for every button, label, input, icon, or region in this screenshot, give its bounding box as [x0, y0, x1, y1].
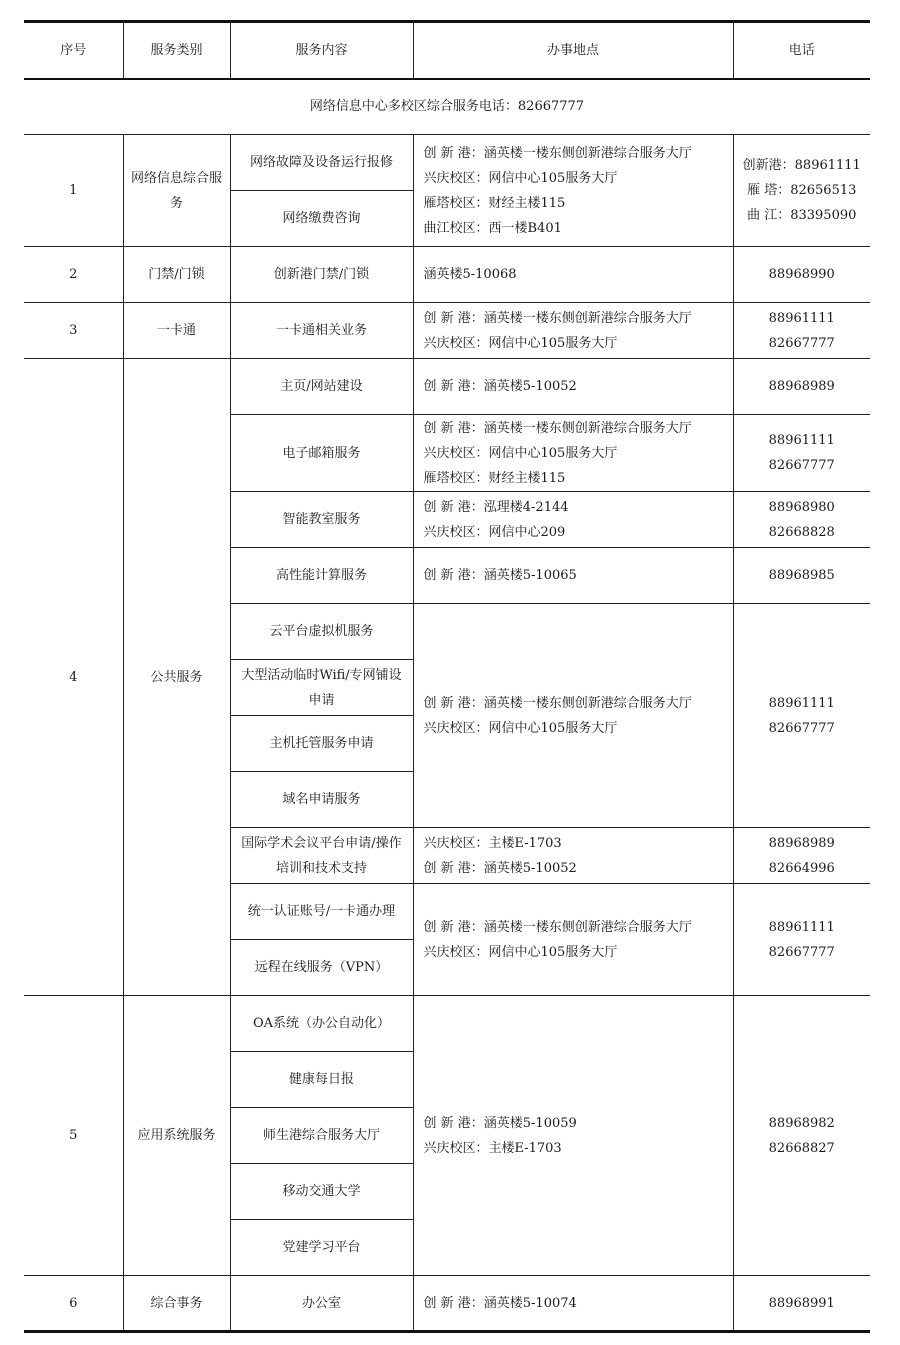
service-location — [413, 604, 733, 828]
service-content: 创新港门禁/门锁 — [230, 247, 413, 303]
row-number: 4 — [24, 359, 123, 996]
phone-line: 82668827 — [768, 1140, 835, 1156]
location-line: 创 新 港：泓理楼4-2144 — [423, 499, 569, 515]
service-content: 网络缴费咨询 — [230, 191, 413, 247]
service-content: 域名申请服务 — [230, 772, 413, 828]
service-category: 一卡通 — [123, 303, 230, 359]
service-location — [413, 548, 733, 604]
table-row — [24, 135, 870, 191]
service-category: 门禁/门锁 — [123, 247, 230, 303]
service-category: 综合事务 — [123, 1276, 230, 1332]
location-line: 涵英楼5-10068 — [423, 267, 517, 282]
phone-line: 82667777 — [768, 720, 835, 736]
service-location — [413, 828, 733, 884]
service-category: 应用系统服务 — [123, 996, 230, 1276]
service-phone — [733, 492, 870, 548]
row-number: 6 — [24, 1276, 123, 1332]
service-content: 大型活动临时Wifi/专网铺设申请 — [230, 660, 413, 716]
service-category: 公共服务 — [123, 359, 230, 996]
phone-line: 88961111 — [768, 919, 835, 935]
table-row — [24, 996, 870, 1052]
table-row — [24, 303, 870, 359]
service-phone — [733, 247, 870, 303]
service-location — [413, 247, 733, 303]
service-location — [413, 884, 733, 996]
phone-line: 88961111 — [768, 695, 835, 711]
header-location: 办事地点 — [413, 22, 733, 79]
service-phone — [733, 604, 870, 828]
location-line: 雁塔校区：财经主楼115 — [423, 195, 566, 211]
location-line: 创 新 港：涵英楼一楼东侧创新港综合服务大厅 — [423, 310, 692, 326]
phone-line: 82667777 — [768, 458, 835, 473]
notice-row — [24, 79, 870, 135]
phone-line: 88961111 — [768, 310, 835, 326]
service-content: 云平台虚拟机服务 — [230, 604, 413, 660]
service-content: 智能教室服务 — [230, 492, 413, 548]
phone-line: 88968991 — [768, 1295, 835, 1311]
row-number: 3 — [24, 303, 123, 359]
location-line: 兴庆校区：主楼E-1703 — [423, 1140, 562, 1156]
location-line: 兴庆校区：网信中心105服务大厅 — [423, 445, 618, 461]
phone-line: 88968982 — [768, 1115, 835, 1131]
row-number: 5 — [24, 996, 123, 1276]
service-location — [413, 135, 733, 247]
service-phone — [733, 359, 870, 415]
phone-line: 82667777 — [768, 335, 835, 351]
phone-line: 88968985 — [768, 568, 835, 583]
location-line: 兴庆校区：网信中心105服务大厅 — [423, 335, 618, 351]
service-phone — [733, 303, 870, 359]
location-line: 兴庆校区：主楼E-1703 — [423, 835, 562, 851]
service-phone — [733, 548, 870, 604]
service-phone — [733, 135, 870, 247]
location-line: 兴庆校区：网信中心209 — [423, 524, 566, 540]
location-line: 曲江校区：西一楼B401 — [423, 220, 562, 236]
service-content: 办公室 — [230, 1276, 413, 1332]
service-category: 网络信息综合服务 — [123, 135, 230, 247]
phone-line: 88968980 — [768, 499, 835, 515]
service-phone — [733, 996, 870, 1276]
location-line: 创 新 港：涵英楼5-10052 — [423, 860, 577, 876]
service-location — [413, 996, 733, 1276]
phone-line: 88961111 — [768, 433, 835, 448]
service-location — [413, 1276, 733, 1332]
location-line: 创 新 港：涵英楼5-10065 — [423, 568, 577, 583]
header-category: 服务类别 — [123, 22, 230, 79]
service-content: 主机托管服务申请 — [230, 716, 413, 772]
header-phone: 电话 — [733, 22, 870, 79]
phone-line: 88968989 — [768, 379, 835, 394]
table-row — [24, 1276, 870, 1332]
service-content: 国际学术会议平台申请/操作培训和技术支持 — [230, 828, 413, 884]
service-content: 移动交通大学 — [230, 1164, 413, 1220]
service-content: 师生港综合服务大厅 — [230, 1108, 413, 1164]
phone-line: 82667777 — [768, 944, 835, 960]
phone-line: 创新港：88961111 — [742, 158, 861, 173]
location-line: 创 新 港：涵英楼5-10074 — [423, 1295, 577, 1311]
service-directory-table — [24, 20, 870, 1333]
service-location — [413, 359, 733, 415]
location-line: 创 新 港：涵英楼5-10059 — [423, 1115, 577, 1131]
service-content: 网络故障及设备运行报修 — [230, 135, 413, 191]
location-line: 创 新 港：涵英楼一楼东侧创新港综合服务大厅 — [423, 420, 692, 436]
phone-line: 82664996 — [768, 860, 835, 876]
service-phone — [733, 1276, 870, 1332]
service-content: 电子邮箱服务 — [230, 415, 413, 492]
header-no: 序号 — [24, 22, 123, 79]
location-line: 兴庆校区：网信中心105服务大厅 — [423, 944, 618, 960]
multi-campus-phone-notice: 网络信息中心多校区综合服务电话：82667777 — [24, 79, 870, 135]
phone-line: 曲 江：83395090 — [747, 208, 857, 223]
service-content: OA系统（办公自动化） — [230, 996, 413, 1052]
phone-line: 88968989 — [768, 835, 835, 851]
phone-line: 82668828 — [768, 524, 835, 540]
phone-line: 雁 塔：82656513 — [747, 183, 857, 198]
header-content: 服务内容 — [230, 22, 413, 79]
service-phone — [733, 828, 870, 884]
service-location — [413, 415, 733, 492]
service-location — [413, 303, 733, 359]
table-row — [24, 359, 870, 415]
location-line: 兴庆校区：网信中心105服务大厅 — [423, 170, 618, 186]
service-content: 统一认证账号/一卡通办理 — [230, 884, 413, 940]
service-content: 党建学习平台 — [230, 1220, 413, 1276]
location-line: 兴庆校区：网信中心105服务大厅 — [423, 720, 618, 736]
row-number: 1 — [24, 135, 123, 247]
service-content: 一卡通相关业务 — [230, 303, 413, 359]
table-header-row — [24, 22, 870, 79]
service-content: 高性能计算服务 — [230, 548, 413, 604]
service-phone — [733, 415, 870, 492]
service-content: 远程在线服务（VPN） — [230, 940, 413, 996]
row-number: 2 — [24, 247, 123, 303]
service-phone — [733, 884, 870, 996]
service-content: 主页/网站建设 — [230, 359, 413, 415]
location-line: 雁塔校区：财经主楼115 — [423, 470, 566, 486]
phone-line: 88968990 — [768, 267, 835, 282]
service-content: 健康每日报 — [230, 1052, 413, 1108]
service-location — [413, 492, 733, 548]
location-line: 创 新 港：涵英楼5-10052 — [423, 379, 577, 394]
location-line: 创 新 港：涵英楼一楼东侧创新港综合服务大厅 — [423, 145, 692, 161]
location-line: 创 新 港：涵英楼一楼东侧创新港综合服务大厅 — [423, 695, 692, 711]
location-line: 创 新 港：涵英楼一楼东侧创新港综合服务大厅 — [423, 919, 692, 935]
table-row — [24, 247, 870, 303]
